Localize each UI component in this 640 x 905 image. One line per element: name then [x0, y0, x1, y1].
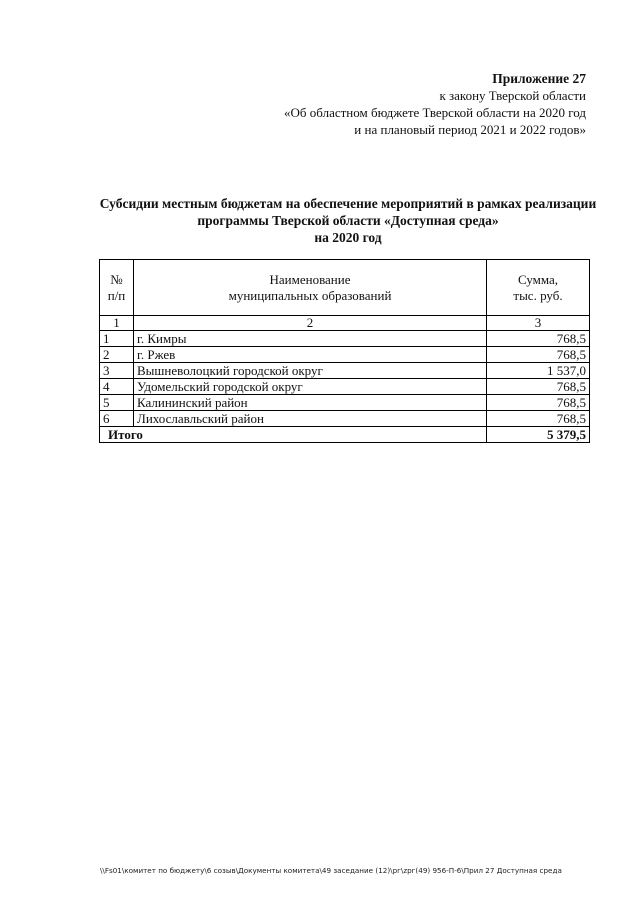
total-sum: 5 379,5	[487, 427, 590, 443]
row-name: Удомельский городской округ	[134, 379, 487, 395]
header-sum	[487, 260, 590, 316]
appendix-block	[284, 70, 586, 138]
row-number: 5	[100, 395, 134, 411]
appendix-line-3: и на плановый период 2021 и 2022 годов»	[354, 122, 586, 137]
table-row	[100, 395, 590, 411]
row-sum: 768,5	[487, 331, 590, 347]
column-index-row	[100, 316, 590, 331]
appendix-line-2: «Об областном бюджете Тверской области на 2020 год	[284, 105, 586, 120]
row-name: г. Ржев	[134, 347, 487, 363]
row-sum: 768,5	[487, 395, 590, 411]
total-row	[100, 427, 590, 443]
table-row	[100, 331, 590, 347]
header-sum-line-1: Сумма,	[517, 271, 559, 287]
header-name-line-2: муниципальных образований	[228, 287, 392, 303]
column-index-3: 3	[487, 316, 590, 331]
header-sum-line-2: тыс. руб.	[513, 287, 563, 303]
row-number: 4	[100, 379, 134, 395]
document-heading	[60, 195, 636, 246]
table-row	[100, 411, 590, 427]
row-name: г. Кимры	[134, 331, 487, 347]
row-number: 6	[100, 411, 134, 427]
row-sum: 768,5	[487, 379, 590, 395]
row-sum: 768,5	[487, 347, 590, 363]
row-name: Калининский район	[134, 395, 487, 411]
appendix-title: Приложение 27	[492, 71, 586, 86]
header-number-symbol: №	[110, 271, 123, 287]
row-number: 2	[100, 347, 134, 363]
table-row	[100, 363, 590, 379]
header-number	[100, 260, 134, 316]
footer-file-path: \\Fs01\комитет по бюджету\6 созыв\Документы комитета\49 заседание (12)\рг\zрг(49) 956-П-6\Прил 27 Доступная среда	[100, 866, 562, 875]
heading-line-2: программы Тверской области «Доступная среда»	[197, 213, 499, 228]
column-index-1: 1	[100, 316, 134, 331]
header-name	[134, 260, 487, 316]
heading-line-1: Субсидии местным бюджетам на обеспечение мероприятий в рамках реализации	[99, 196, 597, 211]
row-name: Вышневолоцкий городской округ	[134, 363, 487, 379]
row-name: Лихославльский район	[134, 411, 487, 427]
table-row	[100, 379, 590, 395]
row-sum: 768,5	[487, 411, 590, 427]
subsidy-table	[99, 259, 590, 443]
row-number: 3	[100, 363, 134, 379]
row-number: 1	[100, 331, 134, 347]
column-index-2: 2	[134, 316, 487, 331]
appendix-line-1: к закону Тверской области	[439, 88, 586, 103]
header-name-line-1: Наименование	[269, 271, 351, 287]
row-sum: 1 537,0	[487, 363, 590, 379]
table-header-row	[100, 260, 590, 316]
heading-line-3: на 2020 год	[314, 230, 382, 245]
total-label: Итого	[100, 427, 487, 443]
table-row	[100, 347, 590, 363]
header-number-abbr: п/п	[107, 287, 126, 303]
